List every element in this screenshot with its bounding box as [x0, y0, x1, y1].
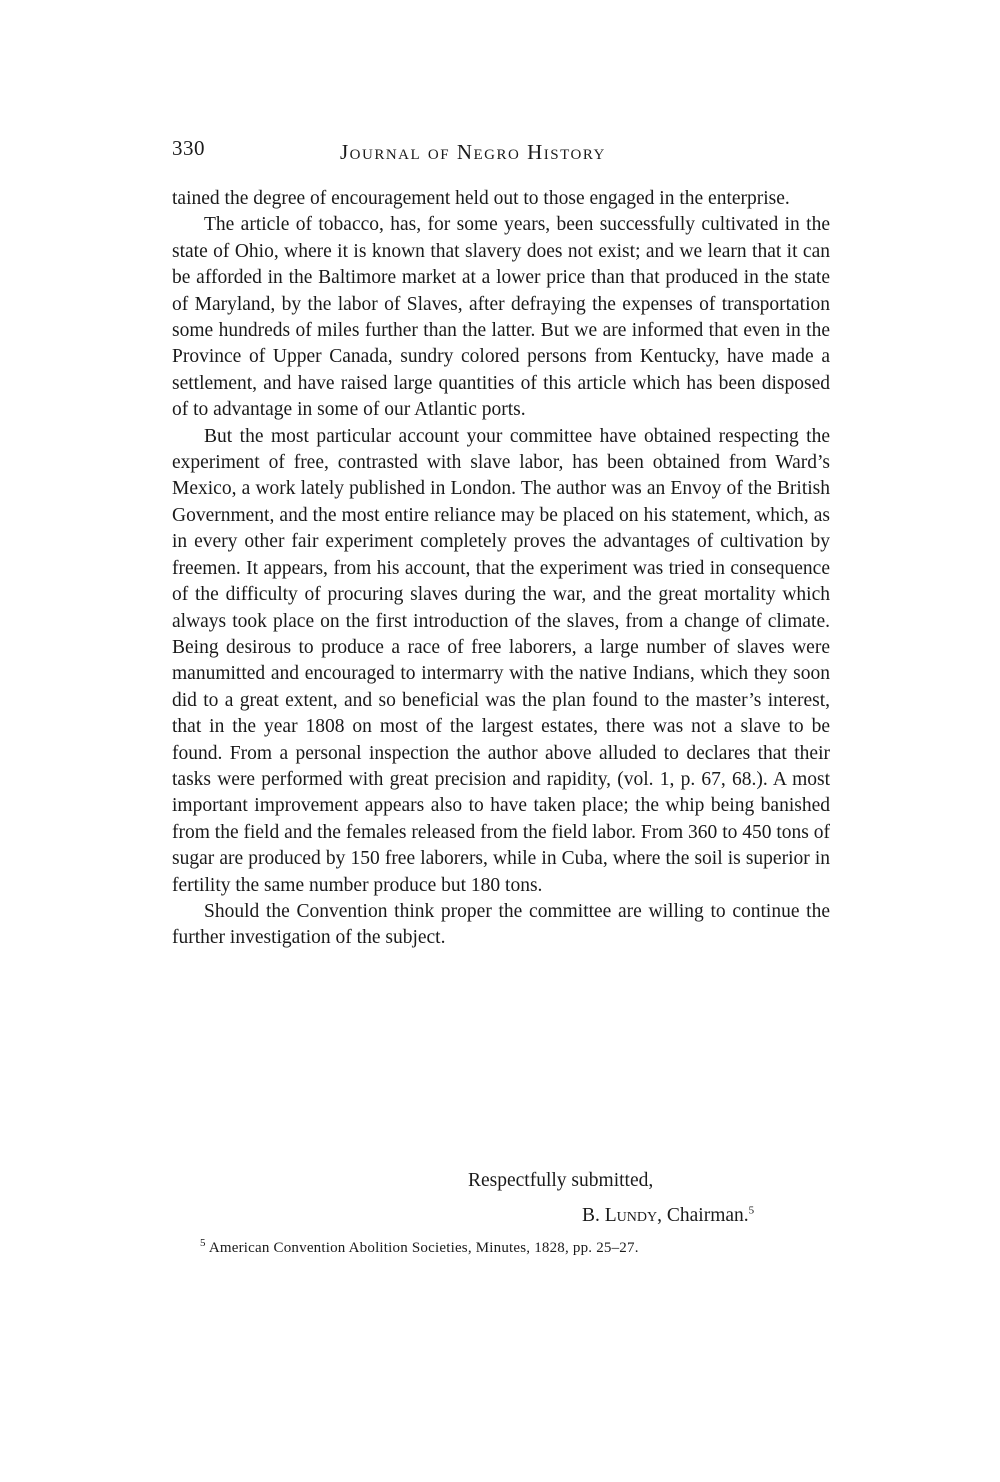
paragraph-mexico: But the most particular account your committee have obtained respecting the experiment of free, contrasted with slave labor, has been obtained from Ward’s Mexico, a work lately published in London. The author was an Envoy of the British Government, and the most entire reliance may be placed on his statement, which, as in every other fair experiment completely proves the advantages of cultivation by freemen. It appears, from his account, that the experiment was tried in consequence of the difficulty of procuring slaves during the war, and the great mortality which always took place on the first introduction of the slaves, from a change of climate. Being desirous to produce a race of free laborers, a large number of slaves were manumitted and encouraged to intermarry with the native Indians, which they soon did to a great extent, and so beneficial was the plan found to the master’s interest, that in the year 1808 on most of the largest estates, there was not a slave to be found. From a personal inspection the author above alluded to declares that their tasks were performed with great precision and rapidity, (vol. 1, p. 67, 68.). A most important improvement appears also to have taken place; the whip being banished from the field and the females released from the field labor. From 360 to 450 tons of sugar are produced by 150 free laborers, while in Cuba, where the soil is superior in fertility the same number produce but 180 tons.	[172, 425, 830, 896]
signature-surname: Lundy,	[604, 1205, 662, 1226]
footnote-reference: 5	[748, 1204, 755, 1217]
signature	[582, 1205, 754, 1227]
paragraph-tobacco: The article of tobacco, has, for some years, been successfully cultivated in the state of Ohio, where it is known that slavery does not exist; and we learn that it can be afforded in the Baltimore market at a lower price than that produced in the state of Maryland, by the labor of Slaves, after defraying the expenses of transportation some hundreds of miles further than the latter. But we are informed that even in the Province of Upper Canada, sundry colored persons from Kentucky, have made a settlement, and have raised large quantities of this article which has been disposed of to advantage in some of our Atlantic ports.	[172, 214, 830, 421]
body-text	[172, 186, 830, 952]
signature-initial: B.	[582, 1205, 600, 1226]
signature-title: Chairman.	[666, 1205, 749, 1226]
paragraph-continued: tained the degree of encouragement held out to those engaged in the enterprise.	[172, 188, 790, 209]
closing-line: Respectfully submitted,	[468, 1170, 654, 1191]
paragraph-conclusion: Should the Convention think proper the committee are willing to continue the further investigation of the subject.	[172, 900, 830, 949]
running-title: Journal of Negro History	[340, 140, 606, 164]
page-number: 330	[172, 136, 205, 160]
footnote	[200, 1237, 639, 1257]
footnote-text: American Convention Abolition Societies, Minutes, 1828, pp. 25–27.	[208, 1240, 639, 1256]
footnote-marker: 5	[200, 1237, 206, 1249]
